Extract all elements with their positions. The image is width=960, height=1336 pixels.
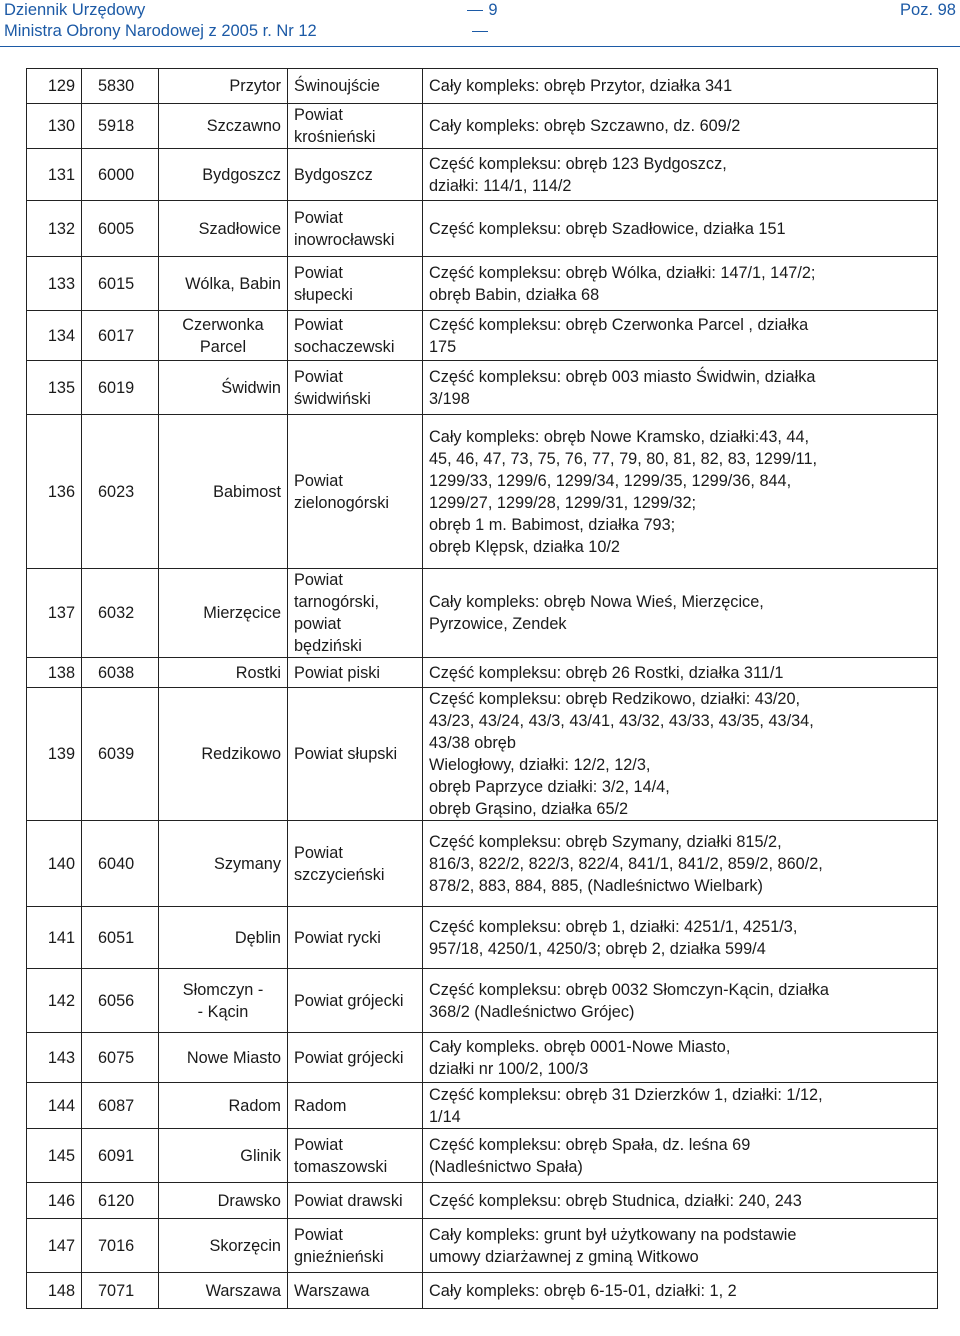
row-number: 145 <box>27 1129 82 1183</box>
dash-left <box>467 10 483 11</box>
place-name-line: Parcel <box>199 337 247 356</box>
complex-description <box>423 201 938 257</box>
complex-description-line: Wielogłowy, działki: 12/2, 12/3, <box>429 756 651 774</box>
header-rule <box>0 46 960 47</box>
table-row <box>27 257 938 311</box>
complex-code: 6120 <box>82 1183 159 1219</box>
row-number: 136 <box>27 415 82 569</box>
powiat-name <box>288 569 423 658</box>
place-name <box>159 1183 288 1219</box>
complex-description-line: 368/2 (Nadleśnictwo Grójec) <box>429 1002 635 1021</box>
complex-description-line: (Nadleśnictwo Spała) <box>429 1157 583 1176</box>
row-number: 141 <box>27 907 82 969</box>
complex-description-line: Cały kompleks. obręb 0001-Nowe Miasto, <box>429 1037 731 1056</box>
complex-description-line: Część kompleksu: obręb Redzikowo, działki: 43/20, <box>429 690 801 708</box>
powiat-name-line: tomaszowski <box>294 1157 388 1176</box>
row-number: 133 <box>27 257 82 311</box>
powiat-name <box>288 201 423 257</box>
complex-code: 6000 <box>82 149 159 201</box>
place-name-line: Rostki <box>235 663 281 682</box>
powiat-name-line: Powiat <box>294 843 343 862</box>
complex-description-line: obręb Paprzyce działki: 3/2, 14/4, <box>429 778 670 796</box>
place-name <box>159 1273 288 1309</box>
complex-description-line: 43/23, 43/24, 43/3, 43/41, 43/32, 43/33, 43/35, 43/34, <box>429 712 814 730</box>
powiat-name-line: powiat <box>294 615 342 633</box>
place-name-line: Szadłowice <box>198 219 281 238</box>
place-name <box>159 149 288 201</box>
powiat-name-line: zielonogórski <box>294 493 390 512</box>
powiat-name <box>288 1273 423 1309</box>
table-row <box>27 149 938 201</box>
complex-code: 6032 <box>82 569 159 658</box>
powiat-name <box>288 821 423 907</box>
complex-code: 6017 <box>82 311 159 361</box>
table-row <box>27 907 938 969</box>
place-name-line: Wólka, Babin <box>185 274 281 293</box>
powiat-name-line: Powiat rycki <box>294 928 381 947</box>
row-number: 142 <box>27 969 82 1033</box>
powiat-name-line: krośnieński <box>294 128 376 146</box>
powiat-name-line: będziński <box>294 637 362 655</box>
complex-description <box>423 257 938 311</box>
complex-description <box>423 569 938 658</box>
row-number: 137 <box>27 569 82 658</box>
complex-code: 5830 <box>82 69 159 104</box>
complex-code: 6019 <box>82 361 159 415</box>
complex-description-line: Pyrzowice, Zendek <box>429 615 567 633</box>
powiat-name <box>288 361 423 415</box>
complex-description-line: 43/38 obręb <box>429 734 516 752</box>
row-number: 134 <box>27 311 82 361</box>
complex-description-line: Część kompleksu: obręb 123 Bydgoszcz, <box>429 154 727 173</box>
complex-description-line: 1299/27, 1299/28, 1299/31, 1299/32; <box>429 493 697 512</box>
dash-right <box>472 31 488 32</box>
complex-code: 6039 <box>82 688 159 821</box>
place-name-line: - Kącin <box>197 1002 249 1021</box>
position-label: Poz. 98 <box>900 1 956 19</box>
complex-description-line: Część kompleksu: obręb 1, działki: 4251/1, 4251/3, <box>429 917 798 936</box>
complex-description <box>423 1183 938 1219</box>
place-name <box>159 361 288 415</box>
complex-description-line: 1299/33, 1299/6, 1299/34, 1299/35, 1299/36, 844, <box>429 471 792 490</box>
row-number: 132 <box>27 201 82 257</box>
complex-description-line: Część kompleksu: obręb Czerwonka Parcel , działka <box>429 315 809 334</box>
powiat-name-line: Powiat słupski <box>294 745 398 763</box>
powiat-name <box>288 1183 423 1219</box>
complex-code: 6005 <box>82 201 159 257</box>
complex-description-line: działki nr 100/2, 100/3 <box>429 1059 589 1078</box>
powiat-name-line: Świnoujście <box>294 77 380 95</box>
table-row <box>27 201 938 257</box>
table-row <box>27 311 938 361</box>
complex-description-line: Część kompleksu: obręb Wólka, działki: 147/1, 147/2; <box>429 263 816 282</box>
complex-description-line: 878/2, 883, 884, 885, (Nadleśnictwo Wielbark) <box>429 876 763 895</box>
place-name-line: Babimost <box>213 482 281 501</box>
powiat-name-line: gnieźnieński <box>294 1247 384 1266</box>
row-number: 131 <box>27 149 82 201</box>
powiat-name <box>288 104 423 149</box>
row-number: 140 <box>27 821 82 907</box>
complex-description <box>423 69 938 104</box>
place-name <box>159 1083 288 1129</box>
table-body <box>27 69 938 1309</box>
complex-description-line: 957/18, 4250/1, 4250/3; obręb 2, działka 599/4 <box>429 939 766 958</box>
complex-description <box>423 1219 938 1273</box>
table-row <box>27 569 938 658</box>
powiat-name-line: Powiat <box>294 208 343 227</box>
place-name-line: Mierzęcice <box>203 604 281 622</box>
place-name-line: Szczawno <box>206 117 281 135</box>
complex-description-line: 1/14 <box>429 1107 461 1126</box>
complex-description <box>423 821 938 907</box>
table-row <box>27 658 938 688</box>
place-name-line: Nowe Miasto <box>186 1048 281 1067</box>
powiat-name-line: Powiat <box>294 1225 343 1244</box>
place-name-line: Przytor <box>229 77 281 95</box>
complex-description-line: obręb 1 m. Babimost, działka 793; <box>429 515 676 534</box>
powiat-name-line: Radom <box>294 1096 347 1115</box>
powiat-name-line: Powiat <box>294 106 343 124</box>
complex-description <box>423 415 938 569</box>
powiat-name-line: Powiat grójecki <box>294 991 404 1010</box>
powiat-name-line: Powiat grójecki <box>294 1048 404 1067</box>
complex-code: 6038 <box>82 658 159 688</box>
powiat-name <box>288 69 423 104</box>
place-name-line: Redzikowo <box>201 745 281 763</box>
place-name-line: Słomczyn - <box>182 980 264 999</box>
powiat-name-line: tarnogórski, <box>294 593 380 611</box>
row-number: 148 <box>27 1273 82 1309</box>
powiat-name-line: słupecki <box>294 285 353 304</box>
complex-description-line: 816/3, 822/2, 822/3, 822/4, 841/1, 841/2, 859/2, 860/2, <box>429 854 823 873</box>
place-name <box>159 907 288 969</box>
powiat-name-line: świdwiński <box>294 389 371 408</box>
powiat-name <box>288 257 423 311</box>
powiat-name-line: Powiat drawski <box>294 1191 403 1210</box>
row-number: 144 <box>27 1083 82 1129</box>
powiat-name-line: Powiat <box>294 315 343 334</box>
complex-description <box>423 1083 938 1129</box>
place-name <box>159 969 288 1033</box>
page-header-left <box>4 0 317 42</box>
powiat-name <box>288 149 423 201</box>
military-complex-table <box>26 68 938 1309</box>
complex-description-line: Część kompleksu: obręb Studnica, działki: 240, 243 <box>429 1191 802 1210</box>
complex-description <box>423 361 938 415</box>
complex-description-line: Część kompleksu: obręb 0032 Słomczyn-Kącin, działka <box>429 980 829 999</box>
complex-code: 6023 <box>82 415 159 569</box>
table-row <box>27 69 938 104</box>
complex-code: 6075 <box>82 1033 159 1083</box>
complex-description-line: Część kompleksu: obręb Szadłowice, działka 151 <box>429 219 786 238</box>
table-row <box>27 1129 938 1183</box>
place-name <box>159 69 288 104</box>
powiat-name <box>288 311 423 361</box>
complex-description-line: 175 <box>429 337 457 356</box>
place-name-line: Świdwin <box>221 378 281 397</box>
place-name-line: Drawsko <box>217 1191 281 1210</box>
complex-code: 6087 <box>82 1083 159 1129</box>
place-name-line: Radom <box>228 1096 281 1115</box>
journal-title: Dziennik Urzędowy <box>4 1 146 19</box>
complex-description <box>423 1129 938 1183</box>
complex-description <box>423 311 938 361</box>
powiat-name-line: Powiat <box>294 471 343 490</box>
complex-description-line: Cały kompleks: obręb Przytor, działka 341 <box>429 77 733 95</box>
powiat-name-line: Powiat <box>294 571 343 589</box>
powiat-name-line: sochaczewski <box>294 337 395 356</box>
complex-code: 6051 <box>82 907 159 969</box>
complex-description-line: Część kompleksu: obręb Szymany, działki 815/2, <box>429 832 782 851</box>
complex-code: 7016 <box>82 1219 159 1273</box>
place-name <box>159 1129 288 1183</box>
table-row <box>27 1219 938 1273</box>
place-name-line: Czerwonka <box>182 315 264 334</box>
complex-code: 6091 <box>82 1129 159 1183</box>
powiat-name <box>288 1083 423 1129</box>
complex-description <box>423 149 938 201</box>
table-row <box>27 688 938 821</box>
row-number: 135 <box>27 361 82 415</box>
table-row <box>27 1183 938 1219</box>
complex-description <box>423 1033 938 1083</box>
powiat-name-line: Powiat piski <box>294 663 380 682</box>
complex-description-line: Część kompleksu: obręb 26 Rostki, działka 311/1 <box>429 663 784 682</box>
row-number: 138 <box>27 658 82 688</box>
powiat-name <box>288 907 423 969</box>
complex-code: 6040 <box>82 821 159 907</box>
row-number: 143 <box>27 1033 82 1083</box>
place-name <box>159 821 288 907</box>
complex-code: 7071 <box>82 1273 159 1309</box>
place-name <box>159 104 288 149</box>
complex-description-line: obręb Grąsino, działka 65/2 <box>429 800 629 818</box>
complex-description-line: obręb Klępsk, działka 10/2 <box>429 537 620 556</box>
table-row <box>27 361 938 415</box>
complex-description <box>423 907 938 969</box>
table-row <box>27 1033 938 1083</box>
complex-description-line: umowy dziarżawnej z gminą Witkowo <box>429 1247 699 1266</box>
complex-description <box>423 969 938 1033</box>
powiat-name-line: szczycieński <box>294 865 385 884</box>
place-name <box>159 688 288 821</box>
row-number: 139 <box>27 688 82 821</box>
row-number: 129 <box>27 69 82 104</box>
complex-description-line: Część kompleksu: obręb 31 Dzierzków 1, działki: 1/12, <box>429 1085 823 1104</box>
place-name-line: Skorzęcin <box>209 1236 281 1255</box>
powiat-name-line: Powiat <box>294 367 343 386</box>
table-row <box>27 821 938 907</box>
place-name <box>159 415 288 569</box>
powiat-name <box>288 688 423 821</box>
complex-description-line: Cały kompleks: obręb Szczawno, dz. 609/2 <box>429 117 741 135</box>
powiat-name <box>288 658 423 688</box>
place-name-line: Glinik <box>240 1146 281 1165</box>
complex-description-line: 45, 46, 47, 73, 75, 76, 77, 79, 80, 81, 82, 83, 1299/11, <box>429 449 818 468</box>
place-name <box>159 658 288 688</box>
journal-issuer: Ministra Obrony Narodowej z 2005 r. Nr 12 <box>4 22 317 40</box>
table-row <box>27 415 938 569</box>
complex-description <box>423 104 938 149</box>
place-name-line: Bydgoszcz <box>202 165 281 184</box>
table-row <box>27 1273 938 1309</box>
powiat-name <box>288 1033 423 1083</box>
row-number: 146 <box>27 1183 82 1219</box>
place-name <box>159 311 288 361</box>
complex-description-line: Część kompleksu: obręb Spała, dz. leśna 69 <box>429 1135 751 1154</box>
powiat-name-line: Bydgoszcz <box>294 165 373 184</box>
complex-description-line: Część kompleksu: obręb 003 miasto Świdwin, działka <box>429 367 816 386</box>
powiat-name-line: Powiat <box>294 1135 343 1154</box>
row-number: 147 <box>27 1219 82 1273</box>
place-name <box>159 569 288 658</box>
complex-description-line: Cały kompleks: obręb Nowa Wieś, Mierzęcice, <box>429 593 764 611</box>
place-name-line: Warszawa <box>205 1281 281 1300</box>
powiat-name-line: inowrocławski <box>294 230 395 249</box>
powiat-name <box>288 969 423 1033</box>
powiat-name <box>288 1129 423 1183</box>
powiat-name <box>288 415 423 569</box>
complex-code: 6015 <box>82 257 159 311</box>
complex-description-line: Cały kompleks: grunt był użytkowany na podstawie <box>429 1225 797 1244</box>
complex-description-line: działki: 114/1, 114/2 <box>429 176 572 195</box>
complex-description <box>423 658 938 688</box>
complex-code: 5918 <box>82 104 159 149</box>
complex-description <box>423 1273 938 1309</box>
table-row <box>27 969 938 1033</box>
powiat-name-line: Warszawa <box>294 1281 370 1300</box>
place-name <box>159 257 288 311</box>
place-name <box>159 201 288 257</box>
complex-description-line: 3/198 <box>429 389 470 408</box>
powiat-name <box>288 1219 423 1273</box>
page-number <box>450 0 510 42</box>
place-name <box>159 1219 288 1273</box>
complex-description-line: Cały kompleks: obręb Nowe Kramsko, działki:43, 44, <box>429 427 810 446</box>
table-row <box>27 1083 938 1129</box>
complex-description-line: obręb Babin, działka 68 <box>429 285 600 304</box>
table-row <box>27 104 938 149</box>
row-number: 130 <box>27 104 82 149</box>
complex-description <box>423 688 938 821</box>
place-name-line: Dęblin <box>234 928 281 947</box>
place-name-line: Szymany <box>214 854 281 873</box>
complex-description-line: Cały kompleks: obręb 6-15-01, działki: 1, 2 <box>429 1281 737 1300</box>
powiat-name-line: Powiat <box>294 263 343 282</box>
page-number-value: 9 <box>488 1 498 19</box>
complex-code: 6056 <box>82 969 159 1033</box>
place-name <box>159 1033 288 1083</box>
